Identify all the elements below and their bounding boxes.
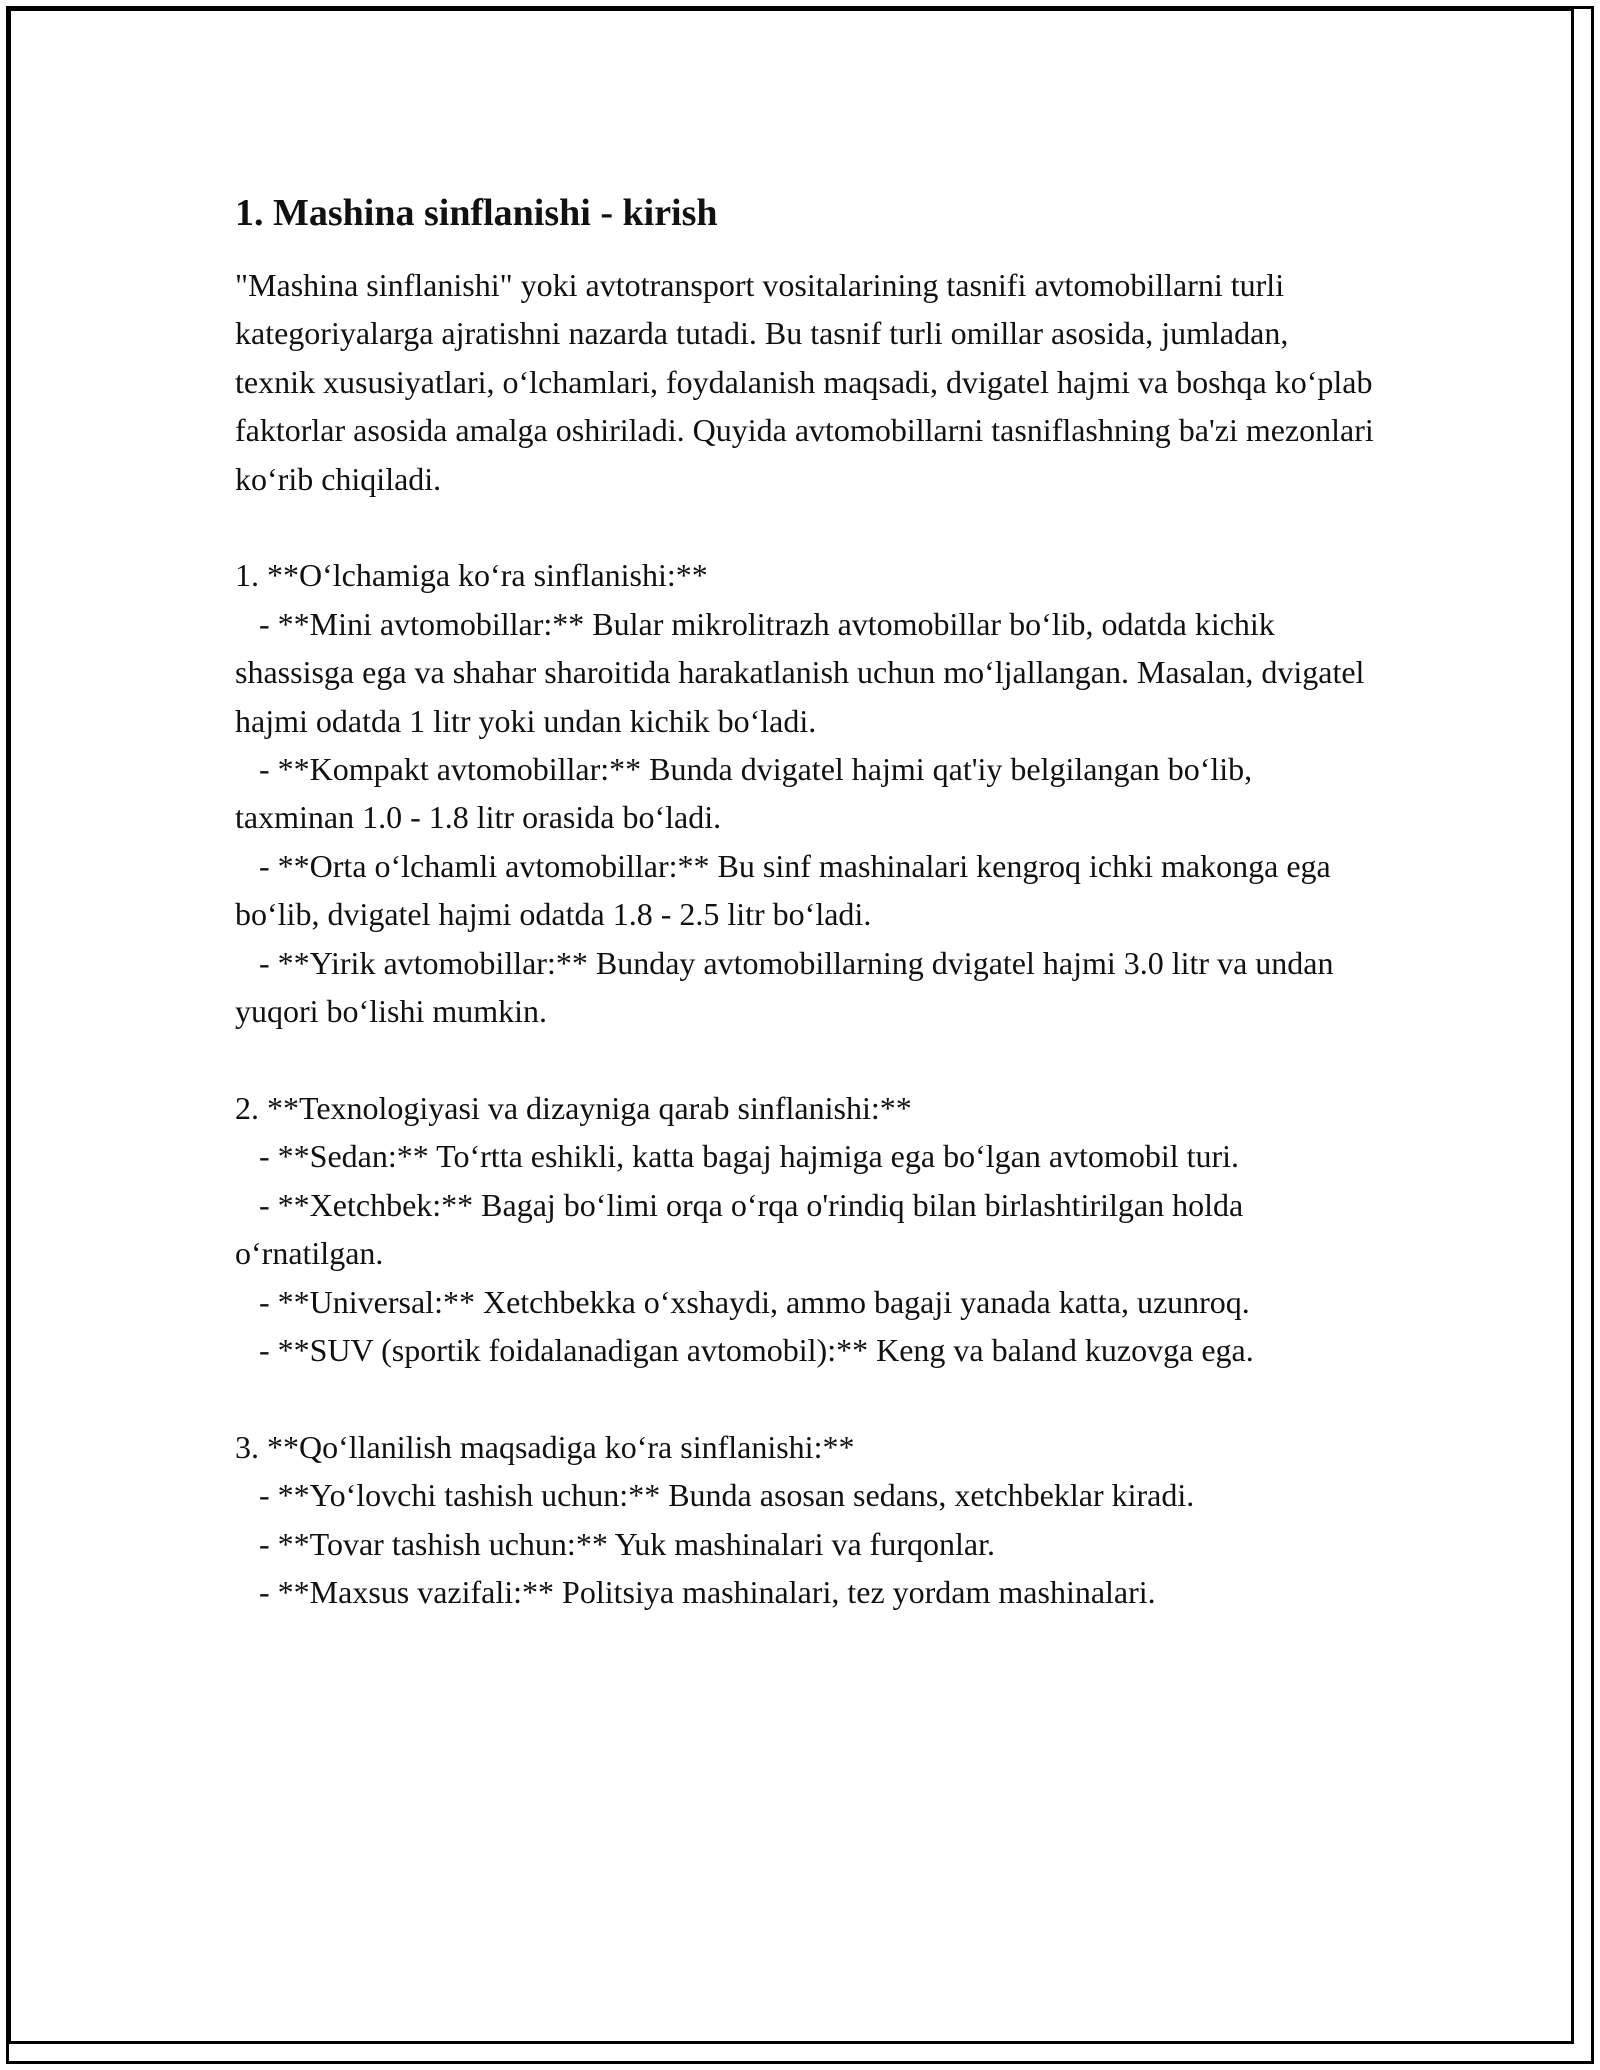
list-item: - **Yirik avtomobillar:** Bunday avtomobillarning dvigatel hajmi 3.0 litr va undan yuqori boʻlishi mumkin. bbox=[235, 944, 1342, 1030]
section-heading: 2. **Texnologiyasi va dizayniga qarab sinflanishi:** bbox=[235, 1089, 912, 1126]
list-item: - **Tovar tashish uchun:** Yuk mashinalari va furqonlar. bbox=[235, 1525, 995, 1562]
list-item: - **Sedan:** Toʻrtta eshikli, katta bagaj hajmiga ega boʻlgan avtomobil turi. bbox=[235, 1138, 1240, 1175]
list-item: - **Universal:** Xetchbekka oʻxshaydi, ammo bagaji yanada katta, uzunroq. bbox=[235, 1283, 1250, 1320]
section-purpose bbox=[235, 1423, 1375, 1617]
document-body bbox=[235, 185, 1375, 1616]
list-item: - **SUV (sportik foidalanadigan avtomobil):** Keng va baland kuzovga ega. bbox=[235, 1331, 1254, 1368]
document-title: 1. Mashina sinflanishi - kirish bbox=[235, 192, 718, 234]
list-item: - **Orta oʻlchamli avtomobillar:** Bu sinf mashinalari kengroq ichki makonga ega boʻlib, dvigatel hajmi odatda 1.8 - 2.5 litr boʻladi. bbox=[235, 847, 1339, 933]
list-item: - **Kompakt avtomobillar:** Bunda dvigatel hajmi qat'iy belgilangan boʻlib, taxminan 1.0 - 1.8 litr orasida boʻladi. bbox=[235, 751, 1261, 836]
list-item: - **Yoʻlovchi tashish uchun:** Bunda asosan sedans, xetchbeklar kiradi. bbox=[235, 1477, 1195, 1514]
section-heading: 3. **Qoʻllanilish maqsadiga koʻra sinflanishi:** bbox=[235, 1428, 855, 1465]
intro-paragraph: "Mashina sinflanishi" yoki avtotransport vositalarining tasnifi avtomobillarni turli kategoriyalarga ajratishni nazarda tutadi. Bu tasnif turli omillar asosida, jumladan, texnik xususiyatlari, oʻlchamlari, foydalanish maqsadi, dvigatel hajmi va boshqa koʻplab faktorlar asosida amalga oshiriladi. Quyida avtomobillarni tasniflashning ba'zi mezonlari koʻrib chiqiladi. bbox=[235, 267, 1374, 497]
list-item: - **Mini avtomobillar:** Bular mikrolitrazh avtomobillar boʻlib, odatda kichik shassisga ega va shahar sharoitida harakatlanish uchun moʻljallangan. Masalan, dvigatel hajmi odatda 1 litr yoki undan kichik boʻladi. bbox=[235, 605, 1373, 739]
section-design bbox=[235, 1084, 1375, 1374]
section-size bbox=[235, 551, 1375, 1035]
list-item: - **Maxsus vazifali:** Politsiya mashinalari, tez yordam mashinalari. bbox=[235, 1573, 1156, 1610]
section-heading: 1. **Oʻlchamiga koʻra sinflanishi:** bbox=[235, 557, 708, 594]
list-item: - **Xetchbek:** Bagaj boʻlimi orqa oʻrqa o'rindiq bilan birlashtirilgan holda oʻrnatilgan. bbox=[235, 1186, 1252, 1272]
